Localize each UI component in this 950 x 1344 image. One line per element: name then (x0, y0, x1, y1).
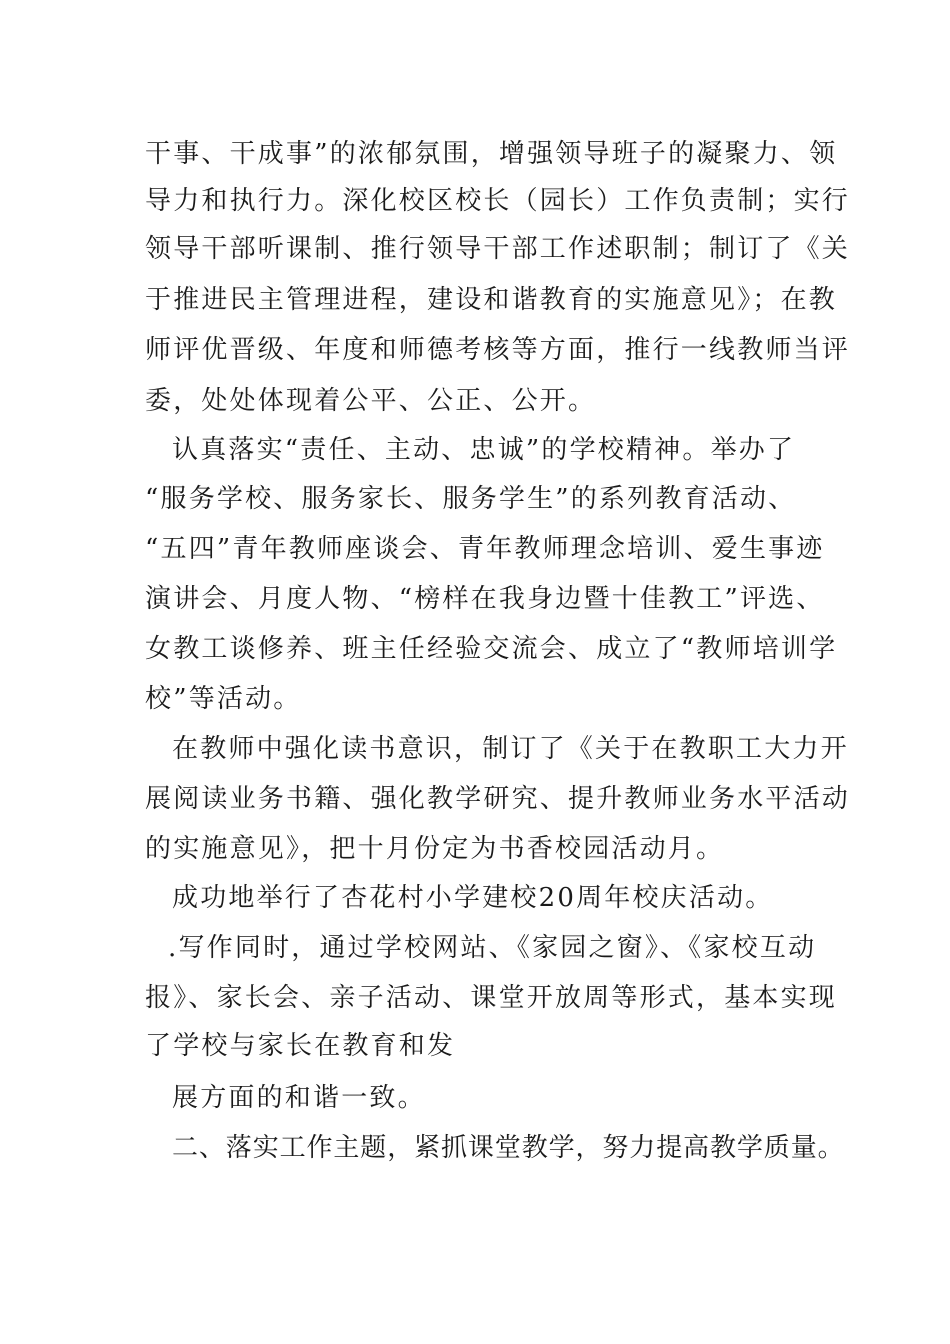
paragraph-line: 领导干部听课制、推行领导干部工作述职制；制订了《关 (145, 234, 851, 264)
paragraph-line: 报》、家长会、亲子活动、课堂开放周等形式，基本实现 (145, 983, 838, 1013)
paragraph-line: 于推进民主管理进程，建设和谐教育的实施意见》；在教 (145, 285, 838, 315)
paragraph-line: “五四”青年教师座谈会、青年教师理念培训、爱生事迹 (145, 534, 825, 564)
paragraph-line: 展方面的和谐一致。 (172, 1083, 426, 1113)
paragraph-line: 干事、干成事”的浓郁氛围，增强领导班子的凝聚力、领 (145, 139, 838, 169)
paragraph-line: 在教师中强化读书意识，制订了《关于在教职工大力开 (172, 734, 849, 764)
paragraph-line: 委，处处体现着公平、公正、公开。 (145, 386, 597, 416)
paragraph-line: 认真落实“责任、主动、忠诚”的学校精神。举办了 (172, 435, 796, 465)
paragraph-line: “服务学校、服务家长、服务学生”的系列教育活动、 (145, 484, 797, 514)
paragraph-line: 导力和执行力。深化校区校长（园长）工作负责制；实行 (145, 186, 851, 216)
paragraph-line: 的实施意见》，把十月份定为书香校园活动月。 (145, 834, 725, 864)
paragraph-line: .写作同时，通过学校网站、《家园之窗》、《家校互动 (168, 933, 817, 963)
section-heading: 二、落实工作主题，紧抓课堂教学，努力提高教学质量。 (172, 1133, 845, 1163)
paragraph-line: 成功地举行了杏花村小学建校20周年校庆活动。 (172, 883, 774, 913)
paragraph-line: 女教工谈修养、班主任经验交流会、成立了“教师培训学 (145, 634, 838, 664)
paragraph-line: 演讲会、月度人物、“榜样在我身边暨十佳教工”评选、 (145, 584, 825, 614)
paragraph-line: 了学校与家长在教育和发 (145, 1031, 456, 1061)
paragraph-line: 展阅读业务书籍、强化教学研究、提升教师业务水平活动 (145, 784, 851, 814)
paragraph-line: 校”等活动。 (145, 684, 302, 714)
paragraph-line: 师评优晋级、年度和师德考核等方面，推行一线教师当评 (145, 335, 851, 365)
